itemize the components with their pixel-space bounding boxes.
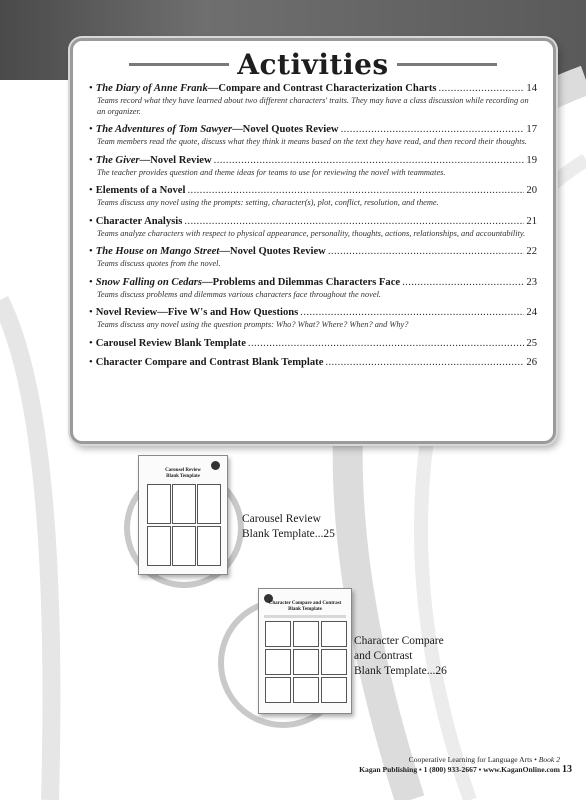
leader-dots [402,276,524,289]
activity-title: Carousel Review Blank Template [95,337,246,349]
carousel-caption [242,512,335,542]
title-row [73,46,553,82]
activity-description: The teacher provides question and theme ideas for teams to use for reviewing the novel with teammates. [97,167,446,177]
activity-item[interactable] [89,123,537,148]
activity-heading [89,184,537,197]
activity-subtitle: —Novel Review [139,154,212,166]
grid-cell [197,484,221,524]
carousel-template-thumbnail[interactable] [138,455,228,575]
activity-description: Teams discuss problems and dilemmas various characters face throughout the novel. [97,289,382,299]
leader-dots [187,184,524,197]
activity-title: Snow Falling on Cedars [95,276,202,288]
bullet-icon: • [89,246,93,257]
grid-cell [293,649,319,675]
activities-card [70,38,556,444]
title-rule-right [397,63,497,66]
title-rule-left [129,63,229,66]
grid-cell [293,677,319,703]
activity-item[interactable] [89,337,537,350]
grid-cell [265,621,291,647]
leader-dots [248,337,525,350]
grid-cell [265,649,291,675]
activity-description: Teams discuss quotes from the novel. [97,259,221,268]
activity-description: Teams discuss any novel using the prompts: setting, character(s), plot, conflict, resolution, and theme. [97,198,439,207]
footer-series-title: Cooperative Learning for Language Arts [408,755,533,764]
activity-subtitle: —Compare and Contrast Characterization Charts [207,83,437,94]
bullet-icon: • [89,185,93,196]
activity-title: The Giver [95,154,140,166]
activity-page-number: 26 [526,356,537,368]
bullet-icon: • [89,356,93,368]
thumbnail-title: Carousel Review Blank Template [165,468,201,479]
activity-title: Novel Review—Five W's and How Questions [95,307,299,318]
leader-dots [184,215,524,228]
leader-dots [325,356,524,369]
grid-cell [321,621,347,647]
caption-line: Carousel Review [242,513,321,525]
activity-title: Elements of a Novel [95,185,186,196]
activity-item[interactable] [89,215,537,240]
activity-heading [89,306,537,319]
leader-dots [300,306,524,319]
caption-line: and Contrast [354,650,413,662]
activity-title: The House on Mango Street [95,246,220,257]
activity-subtitle: —Novel Quotes Review [232,124,339,135]
caption-line: Blank Template...25 [242,528,335,540]
caption-line: Blank Template...26 [354,665,447,677]
grid-cell [147,526,171,566]
activity-page-number: 14 [526,83,537,94]
activity-page-number: 17 [526,124,537,135]
activity-title: Character Compare and Contrast Blank Template [95,356,324,368]
activity-heading [89,215,537,228]
compare-caption [354,634,447,679]
footer-series [359,755,560,765]
grid-cell [265,677,291,703]
activity-page-number: 20 [526,185,537,196]
name-strip [264,615,346,618]
activity-item[interactable] [89,245,537,270]
page-title: Activities [237,47,389,81]
activity-heading [89,337,537,350]
page-number: 13 [562,764,572,775]
activity-heading [89,82,537,95]
activity-item[interactable] [89,276,537,301]
activity-page-number: 19 [526,154,537,166]
activity-title: The Adventures of Tom Sawyer [95,124,233,135]
activity-description: Teams record what they have learned about two different characters' traits. They may have a class discussion while recording on an organizer. [97,96,529,116]
footer-publisher: Kagan Publishing • 1 (800) 933-2667 • www.KaganOnline.com [359,765,560,774]
activity-item[interactable] [89,306,537,331]
activity-page-number: 21 [526,215,537,227]
activity-heading [89,123,537,136]
leader-dots [341,123,525,136]
activity-title: The Diary of Anne Frank [95,83,208,94]
bullet-icon: • [89,83,93,94]
footer-book: • Book 2 [532,755,560,764]
activity-subtitle: —Novel Quotes Review [219,246,326,257]
bullet-icon: • [89,337,93,349]
activity-subtitle: —Problems and Dilemmas Characters Face [202,276,401,288]
caption-line: Character Compare [354,635,444,647]
leader-dots [438,82,524,95]
activity-page-number: 24 [526,307,537,318]
activity-page-number: 23 [526,276,537,288]
bullet-icon: • [89,154,93,166]
activity-heading [89,356,537,369]
activity-item[interactable] [89,356,537,369]
grid-cell [147,484,171,524]
activity-description: Teams discuss any novel using the question prompts: Who? What? Where? When? and Why? [97,320,409,329]
activity-heading [89,245,537,258]
grid-cell [172,484,196,524]
activity-heading [89,276,537,289]
activities-list [89,82,537,375]
activity-description: Team members read the quote, discuss what they think it means based on the text they have read, and then record their thoughts. [97,137,527,146]
activity-page-number: 25 [526,337,537,349]
activity-item[interactable] [89,82,537,117]
leader-dots [328,245,525,258]
grid-cell [321,649,347,675]
bullet-icon: • [89,276,93,288]
bullet-icon: • [89,215,93,227]
activity-heading [89,154,537,167]
grid-cell [197,526,221,566]
activity-title: Character Analysis [95,215,183,227]
footer [359,755,560,775]
bullet-icon: • [89,307,93,318]
activity-item[interactable] [89,184,537,209]
activity-page-number: 22 [526,246,537,257]
bullet-icon: • [89,124,93,135]
activity-description: Teams analyze characters with respect to physical appearance, personality, thoughts, actions, relationships, and accountability. [97,228,526,238]
thumbnail-title: Character Compare and Contrast Blank Template [268,601,342,612]
grid-cell [172,526,196,566]
leader-dots [214,154,525,167]
compare-template-thumbnail[interactable] [258,588,352,714]
grid-cell [321,677,347,703]
activity-item[interactable] [89,154,537,179]
grid-cell [293,621,319,647]
